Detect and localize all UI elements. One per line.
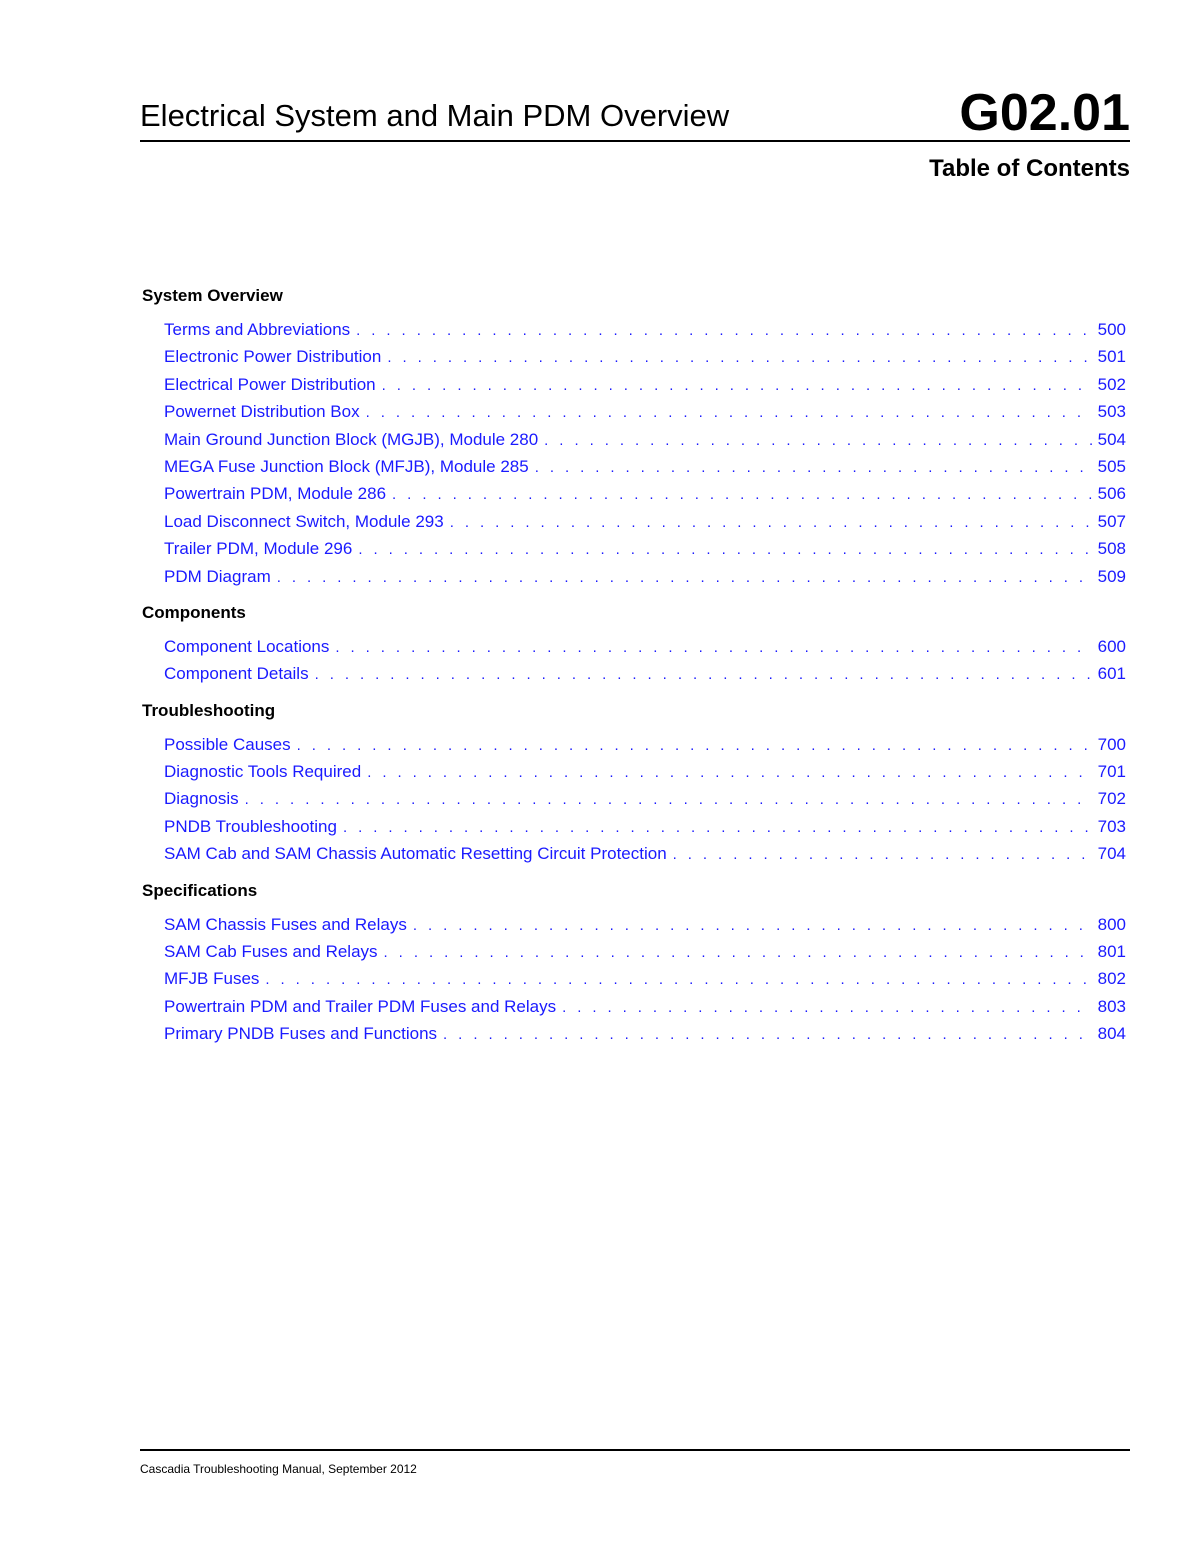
toc-entry-page-number: 506	[1097, 484, 1126, 504]
toc-section	[142, 699, 1126, 868]
dot-leader	[673, 841, 1092, 867]
toc-entry-link[interactable]	[142, 785, 1126, 812]
toc-entry-page-number: 701	[1097, 762, 1126, 782]
dot-leader	[315, 661, 1092, 687]
toc-entry-label: Electronic Power Distribution	[164, 347, 382, 367]
toc-entry-label: MFJB Fuses	[164, 969, 260, 989]
toc-entry-label: Powertrain PDM and Trailer PDM Fuses and Relays	[164, 996, 557, 1016]
toc-entry-label: SAM Cab Fuses and Relays	[164, 942, 378, 962]
dot-leader	[387, 344, 1091, 370]
toc-entry-page-number: 500	[1097, 320, 1126, 339]
toc-entry-link[interactable]	[142, 965, 1126, 992]
toc-entry-label: Main Ground Junction Block (MGJB), Module 280	[164, 429, 539, 449]
toc-section-title: Components	[142, 602, 246, 622]
dot-leader	[245, 786, 1092, 812]
toc-entry-link[interactable]	[142, 660, 1126, 687]
toc-entry-link[interactable]	[142, 731, 1126, 758]
toc-entry-label: Component Details	[164, 664, 309, 684]
dot-leader	[367, 759, 1091, 785]
dot-leader	[562, 994, 1092, 1020]
toc-entry-link[interactable]	[142, 1020, 1126, 1047]
toc-section-title: Specifications	[142, 880, 258, 900]
toc-entry-page-number: 702	[1097, 789, 1126, 809]
toc-entry-page-number: 802	[1097, 969, 1126, 989]
toc-entry-page-number: 700	[1097, 734, 1126, 754]
toc-section-title: System Overview	[142, 286, 283, 305]
toc-entry-link[interactable]	[142, 911, 1126, 938]
dot-leader	[535, 454, 1092, 480]
toc-entry-link[interactable]	[142, 343, 1126, 370]
toc-section	[142, 879, 1126, 1048]
table-of-contents	[142, 284, 1126, 1048]
toc-entry-page-number: 703	[1097, 816, 1126, 836]
toc-entry-page-number: 504	[1097, 429, 1126, 449]
toc-entry-label: Possible Causes	[164, 734, 291, 754]
dot-leader	[356, 317, 1091, 343]
dot-leader	[265, 966, 1091, 992]
document-title: Electrical System and Main PDM Overview	[140, 98, 730, 133]
dot-leader	[358, 536, 1091, 562]
toc-entry-link[interactable]	[142, 508, 1126, 535]
toc-entry-link[interactable]	[142, 813, 1126, 840]
toc-entry-link[interactable]	[142, 938, 1126, 965]
toc-entry-link[interactable]	[142, 398, 1126, 425]
dot-leader	[392, 481, 1092, 507]
dot-leader	[382, 372, 1092, 398]
toc-entry-link[interactable]	[142, 371, 1126, 398]
toc-entry-label: Load Disconnect Switch, Module 293	[164, 511, 444, 531]
dot-leader	[343, 814, 1092, 840]
toc-entry-link[interactable]	[142, 535, 1126, 562]
toc-entry-link[interactable]	[142, 480, 1126, 507]
dot-leader	[443, 1021, 1092, 1047]
dot-leader	[450, 509, 1092, 535]
toc-entry-page-number: 704	[1097, 844, 1126, 864]
toc-entry-label: Diagnostic Tools Required	[164, 762, 362, 782]
toc-entry-label: PDM Diagram	[164, 566, 271, 586]
toc-entry-link[interactable]	[142, 840, 1126, 867]
toc-entry-page-number: 800	[1097, 914, 1126, 934]
toc-entry-label: Electrical Power Distribution	[164, 374, 376, 394]
toc-entry-link[interactable]	[142, 993, 1126, 1020]
toc-entry-page-number: 505	[1097, 456, 1126, 476]
toc-section	[142, 601, 1126, 688]
toc-entry-page-number: 804	[1097, 1024, 1126, 1044]
dot-leader	[413, 912, 1092, 938]
dot-leader	[366, 399, 1092, 425]
toc-entry-page-number: 507	[1097, 511, 1126, 531]
toc-entry-label: PNDB Troubleshooting	[164, 816, 337, 836]
toc-entry-label: Powernet Distribution Box	[164, 402, 360, 422]
toc-entry-page-number: 801	[1097, 942, 1126, 962]
toc-entry-page-number: 502	[1097, 374, 1126, 394]
toc-section	[142, 284, 1126, 590]
toc-entry-page-number: 600	[1097, 636, 1126, 656]
dot-leader	[335, 634, 1091, 660]
page-header	[140, 80, 1130, 142]
toc-entry-label: MEGA Fuse Junction Block (MFJB), Module 285	[164, 456, 529, 476]
toc-entry-label: Terms and Abbreviations	[164, 320, 351, 339]
toc-heading: Table of Contents	[929, 155, 1130, 182]
toc-section-title: Troubleshooting	[142, 700, 276, 720]
toc-entry-link[interactable]	[142, 563, 1126, 590]
toc-entry-label: Component Locations	[164, 636, 330, 656]
toc-entry-page-number: 503	[1097, 402, 1126, 422]
toc-entry-link[interactable]	[142, 758, 1126, 785]
dot-leader	[384, 939, 1092, 965]
dot-leader	[297, 732, 1092, 758]
dot-leader	[277, 564, 1092, 590]
toc-entry-page-number: 501	[1097, 347, 1126, 367]
toc-entry-page-number: 509	[1097, 566, 1126, 586]
page-footer	[140, 1449, 1130, 1476]
toc-entry-link[interactable]	[142, 316, 1126, 343]
toc-entry-link[interactable]	[142, 633, 1126, 660]
footer-text: Cascadia Troubleshooting Manual, September 2012	[140, 1462, 417, 1476]
toc-entry-link[interactable]	[142, 426, 1126, 453]
toc-entry-label: Diagnosis	[164, 789, 239, 809]
toc-entry-page-number: 803	[1097, 996, 1126, 1016]
toc-entry-label: Primary PNDB Fuses and Functions	[164, 1024, 438, 1044]
dot-leader	[544, 427, 1091, 453]
section-code: G02.01	[959, 84, 1130, 142]
toc-entry-page-number: 508	[1097, 539, 1126, 559]
toc-entry-label: SAM Cab and SAM Chassis Automatic Resetting Circuit Protection	[164, 844, 667, 864]
toc-entry-label: Powertrain PDM, Module 286	[164, 484, 387, 504]
toc-entry-label: SAM Chassis Fuses and Relays	[164, 914, 407, 934]
toc-entry-link[interactable]	[142, 453, 1126, 480]
toc-entry-label: Trailer PDM, Module 296	[164, 539, 353, 559]
toc-entry-page-number: 601	[1097, 664, 1126, 684]
